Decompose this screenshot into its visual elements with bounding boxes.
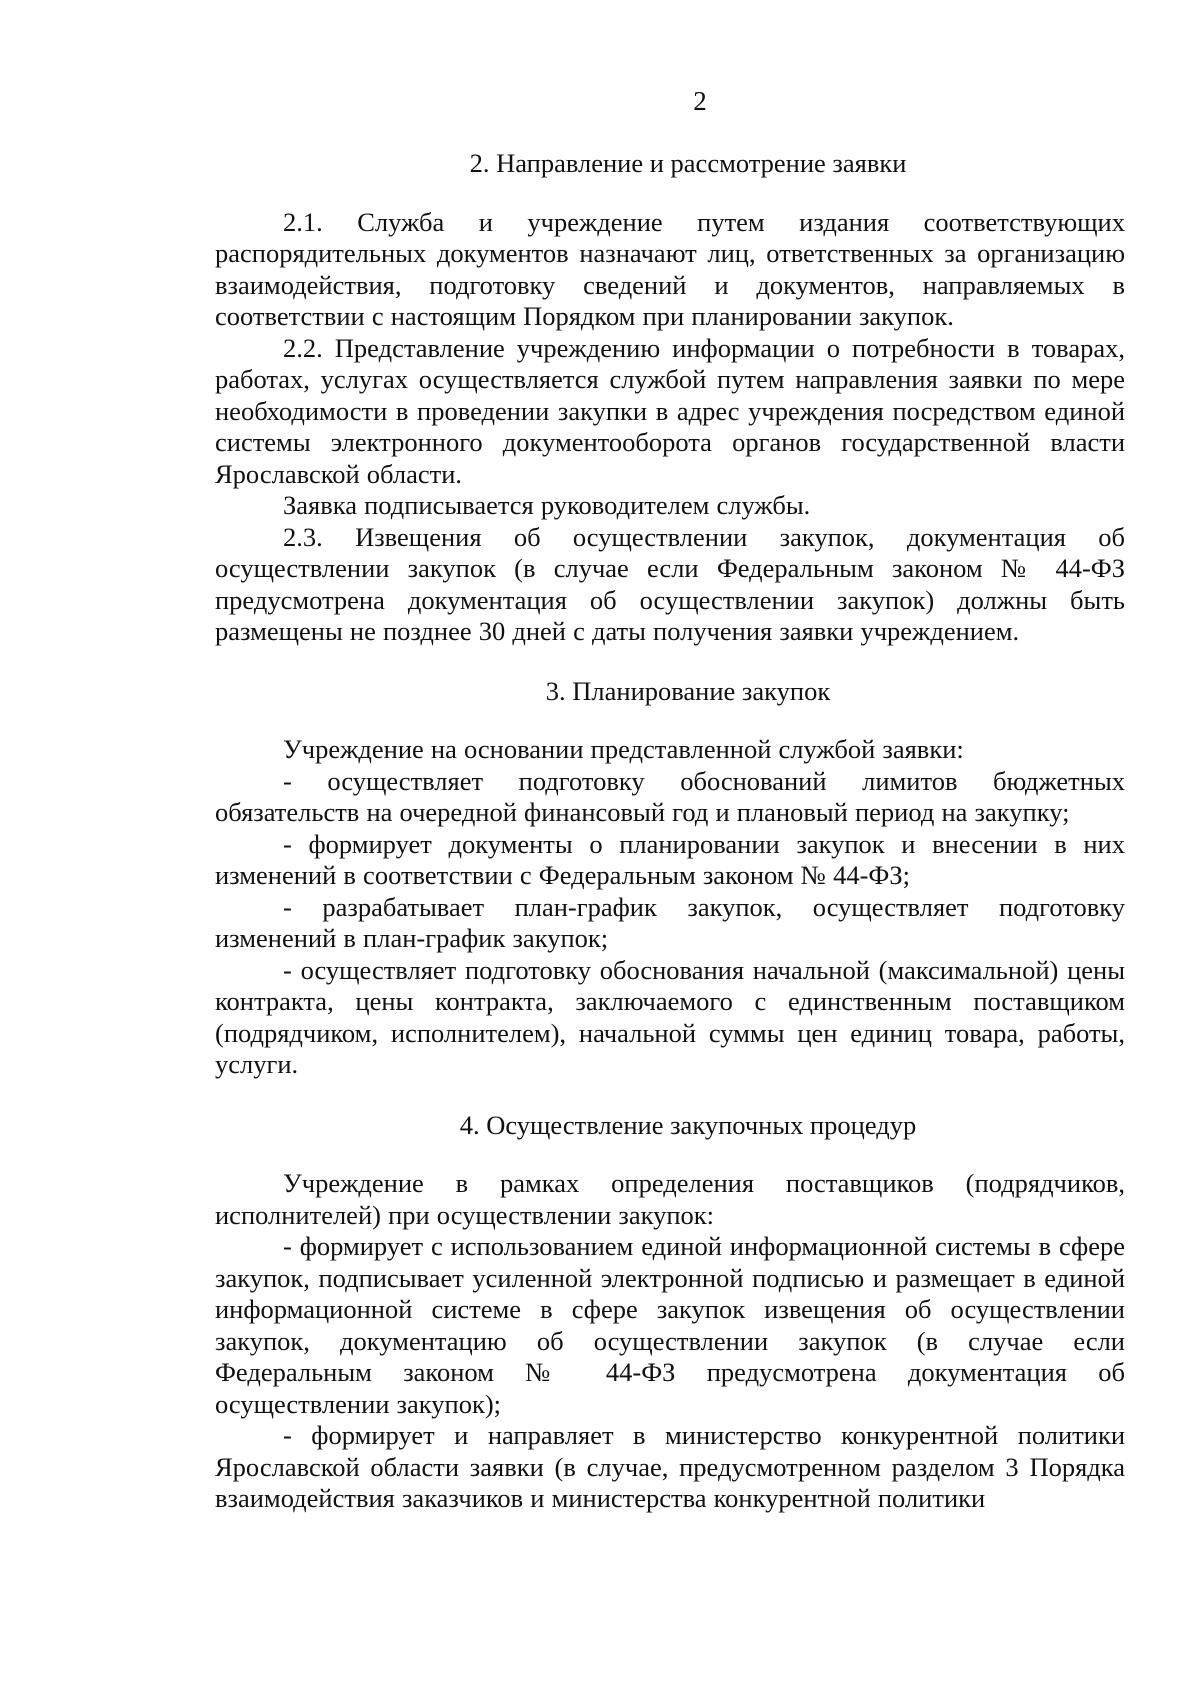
section-4-item-2: - формирует и направляет в министерство конкурентной политики Ярославской области заявки (в случае, предусмотренном разделом 3 Порядка взаимодействия заказчиков и министерства конкурентной политики bbox=[215, 1420, 1125, 1513]
section-3-item-1: - осуществляет подготовку обоснований лимитов бюджетных обязательств на очередной финансовый год и плановый период на закупку; bbox=[215, 765, 1125, 827]
document-body bbox=[215, 148, 1125, 1515]
section-2-heading: 2. Направление и рассмотрение заявки bbox=[469, 148, 907, 178]
section-3-item-4: - осуществляет подготовку обоснования начальной (максимальной) цены контракта, цены контракта, заключаемого с единственным поставщиком (подрядчиком, исполнителем), начальной суммы цен единиц товара, работы, услуги. bbox=[215, 954, 1125, 1079]
paragraph-2-1: 2.1. Служба и учреждение путем издания соответствующих распорядительных документов назначают лиц, ответственных за организацию взаимодействия, подготовку сведений и документов, направляемых в соответствии с настоящим Порядком при планировании закупок. bbox=[215, 206, 1125, 331]
paragraph-2-2: 2.2. Представление учреждению информации о потребности в товарах, работах, услугах осуществляется службой путем направления заявки по мере необходимости в проведении закупки в адрес учреждения посредством единой системы электронного документооборота органов государственной власти Ярославской области. bbox=[215, 332, 1125, 489]
section-4-heading: 4. Осуществление закупочных процедур bbox=[459, 1109, 917, 1140]
section-4-item-1: - формирует с использованием единой информационной системы в сфере закупок, подписывает усиленной электронной подписью и размещает в единой информационной системе в сфере закупок извещения об осуществлении закупок, документацию об осуществлении закупок (в случае если Федеральным законом № 44-ФЗ предусмотрена документация об осуществлении закупок); bbox=[215, 1231, 1125, 1419]
page-number: 2 bbox=[693, 86, 707, 116]
section-3-item-2: - формирует документы о планировании закупок и внесении в них изменений в соответствии с Федеральным законом № 44-ФЗ; bbox=[215, 828, 1125, 890]
section-3-intro: Учреждение на основании представленной службой заявки: bbox=[283, 734, 964, 764]
section-3-item-3: - разрабатывает план-график закупок, осуществляет подготовку изменений в план-график закупок; bbox=[215, 891, 1125, 953]
paragraph-signature-note: Заявка подписывается руководителем службы. bbox=[283, 490, 811, 520]
section-3-heading: 3. Планирование закупок bbox=[545, 675, 831, 706]
section-4-intro: Учреждение в рамках определения поставщиков (подрядчиков, исполнителей) при осуществлении закупок: bbox=[215, 1168, 1125, 1230]
paragraph-2-3: 2.3. Извещения об осуществлении закупок, документация об осуществлении закупок (в случае если Федеральным законом № 44-ФЗ предусмотрена документация об осуществлении закупок) должны быть размещены не позднее 30 дней с даты получения заявки учреждением. bbox=[215, 521, 1125, 646]
